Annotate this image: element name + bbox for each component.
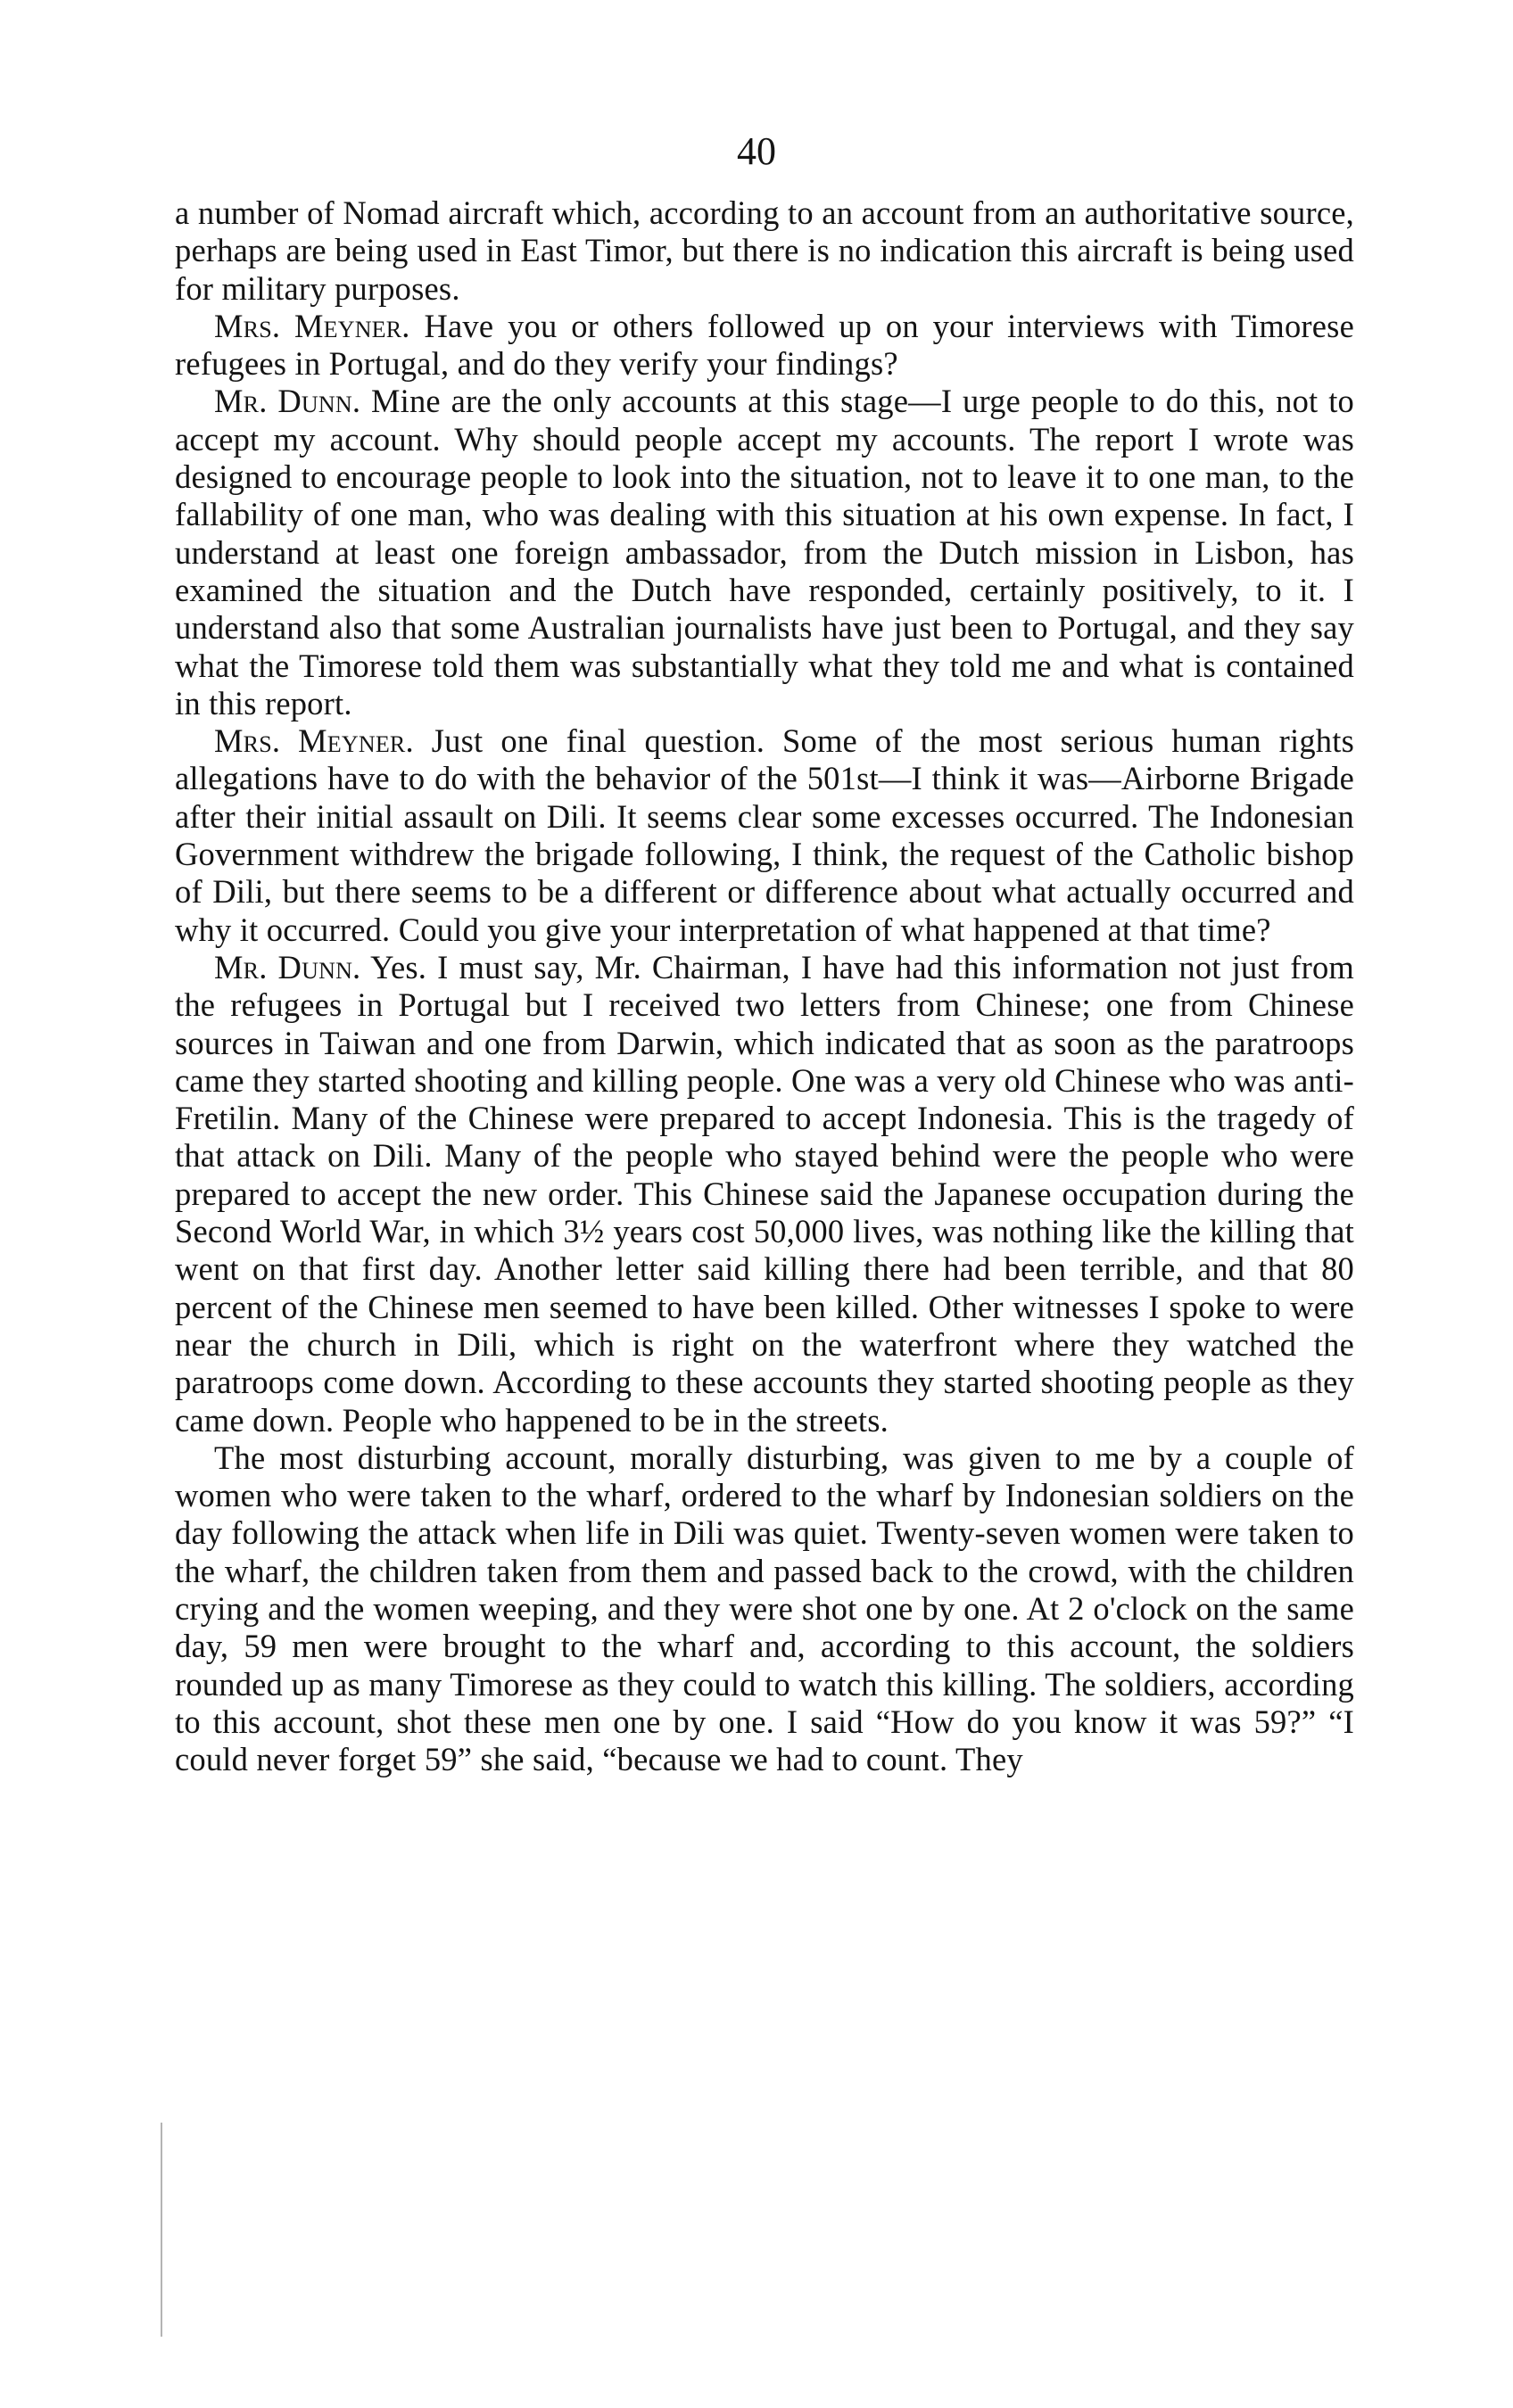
margin-pencil-mark (161, 2123, 171, 2337)
speaker-mr-dunn: Mr. Dunn. (214, 948, 361, 985)
speaker-mrs-meyner: Mrs. Meyner. (214, 722, 414, 760)
paragraph-1 (175, 194, 1354, 308)
paragraph-3 (175, 383, 1354, 722)
speaker-mrs-meyner: Mrs. Meyner. (214, 307, 410, 344)
paragraph-1-text: a number of Nomad aircraft which, according to an account from an authoritative source, perhaps are being used in East Timor, but there is no indication this aircraft is being used for military purposes. (175, 194, 1354, 307)
paragraph-2 (175, 308, 1354, 383)
page-number: 40 (737, 129, 776, 173)
text-column (175, 194, 1354, 1778)
paragraph-5 (175, 949, 1354, 1439)
paragraph-6 (175, 1439, 1354, 1779)
paragraph-4 (175, 722, 1354, 949)
speaker-mr-dunn: Mr. Dunn. (214, 383, 361, 420)
paragraph-5-text: Yes. I must say, Mr. Chairman, I have had this information not just from the refugees in Portugal but I received two letters from Chinese; one from Chinese sources in Taiwan and one from Darwin, which indicated that as soon as the paratroops came they started shooting and killing people. One was a very old Chinese who was anti-Fretilin. Many of the Chinese were prepared to accept Indonesia. This is the tragedy of that attack on Dili. Many of the people who stayed behind were the people who were prepared to accept the new order. This Chinese said the Japanese occupation during the Second World War, in which 3½ years cost 50,000 lives, was nothing like the killing that went on that first day. Another letter said killing there had been terrible, and that 80 percent of the Chinese men seemed to have been killed. Other witnesses I spoke to were near the church in Dili, which is right on the waterfront where they watched the paratroops come down. According to these accounts they started shooting people as they came down. People who happened to be in the streets. (175, 948, 1354, 1439)
paragraph-6-text: The most disturbing account, morally disturbing, was given to me by a couple of women who were taken to the wharf, ordered to the wharf by Indonesian soldiers on the day following the attack when life in Dili was quiet. Twenty-seven women were taken to the wharf, the children taken from them and passed back to the crowd, with the children crying and the women weeping, and they were shot one by one. At 2 o'clock on the same day, 59 men were brought to the wharf and, according to this account, the soldiers rounded up as many Timorese as they could to watch this killing. The soldiers, according to this account, shot these men one by one. I said “How do you know it was 59?” “I could never forget 59” she said, “because we had to count. They (175, 1439, 1354, 1778)
paragraph-3-text: Mine are the only accounts at this stage—I urge people to do this, not to accept my account. Why should people accept my accounts. The report I wrote was designed to encourage people to look into the situation, not to leave it to one man, to the fallability of one man, who was dealing with this situation at his own expense. In fact, I understand at least one foreign ambassador, from the Dutch mission in Lisbon, has examined the situation and the Dutch have responded, certainly positively, to it. I understand also that some Australian journalists have just been to Portugal, and they say what the Timorese told them was substantially what they told me and what is contained in this report. (175, 383, 1354, 722)
paragraph-4-text: Just one final question. Some of the most serious human rights allegations have to do with the behavior of the 501st—I think it was—Airborne Brigade after their initial assault on Dili. It seems clear some excesses occurred. The Indonesian Government withdrew the brigade following, I think, the request of the Catholic bishop of Dili, but there seems to be a different or difference about what actually occurred and why it occurred. Could you give your interpretation of what happened at that time? (175, 722, 1355, 948)
paragraph-2-text: Have you or others followed up on your interviews with Timorese refugees in Portugal, and do they verify your findings? (175, 307, 1354, 383)
